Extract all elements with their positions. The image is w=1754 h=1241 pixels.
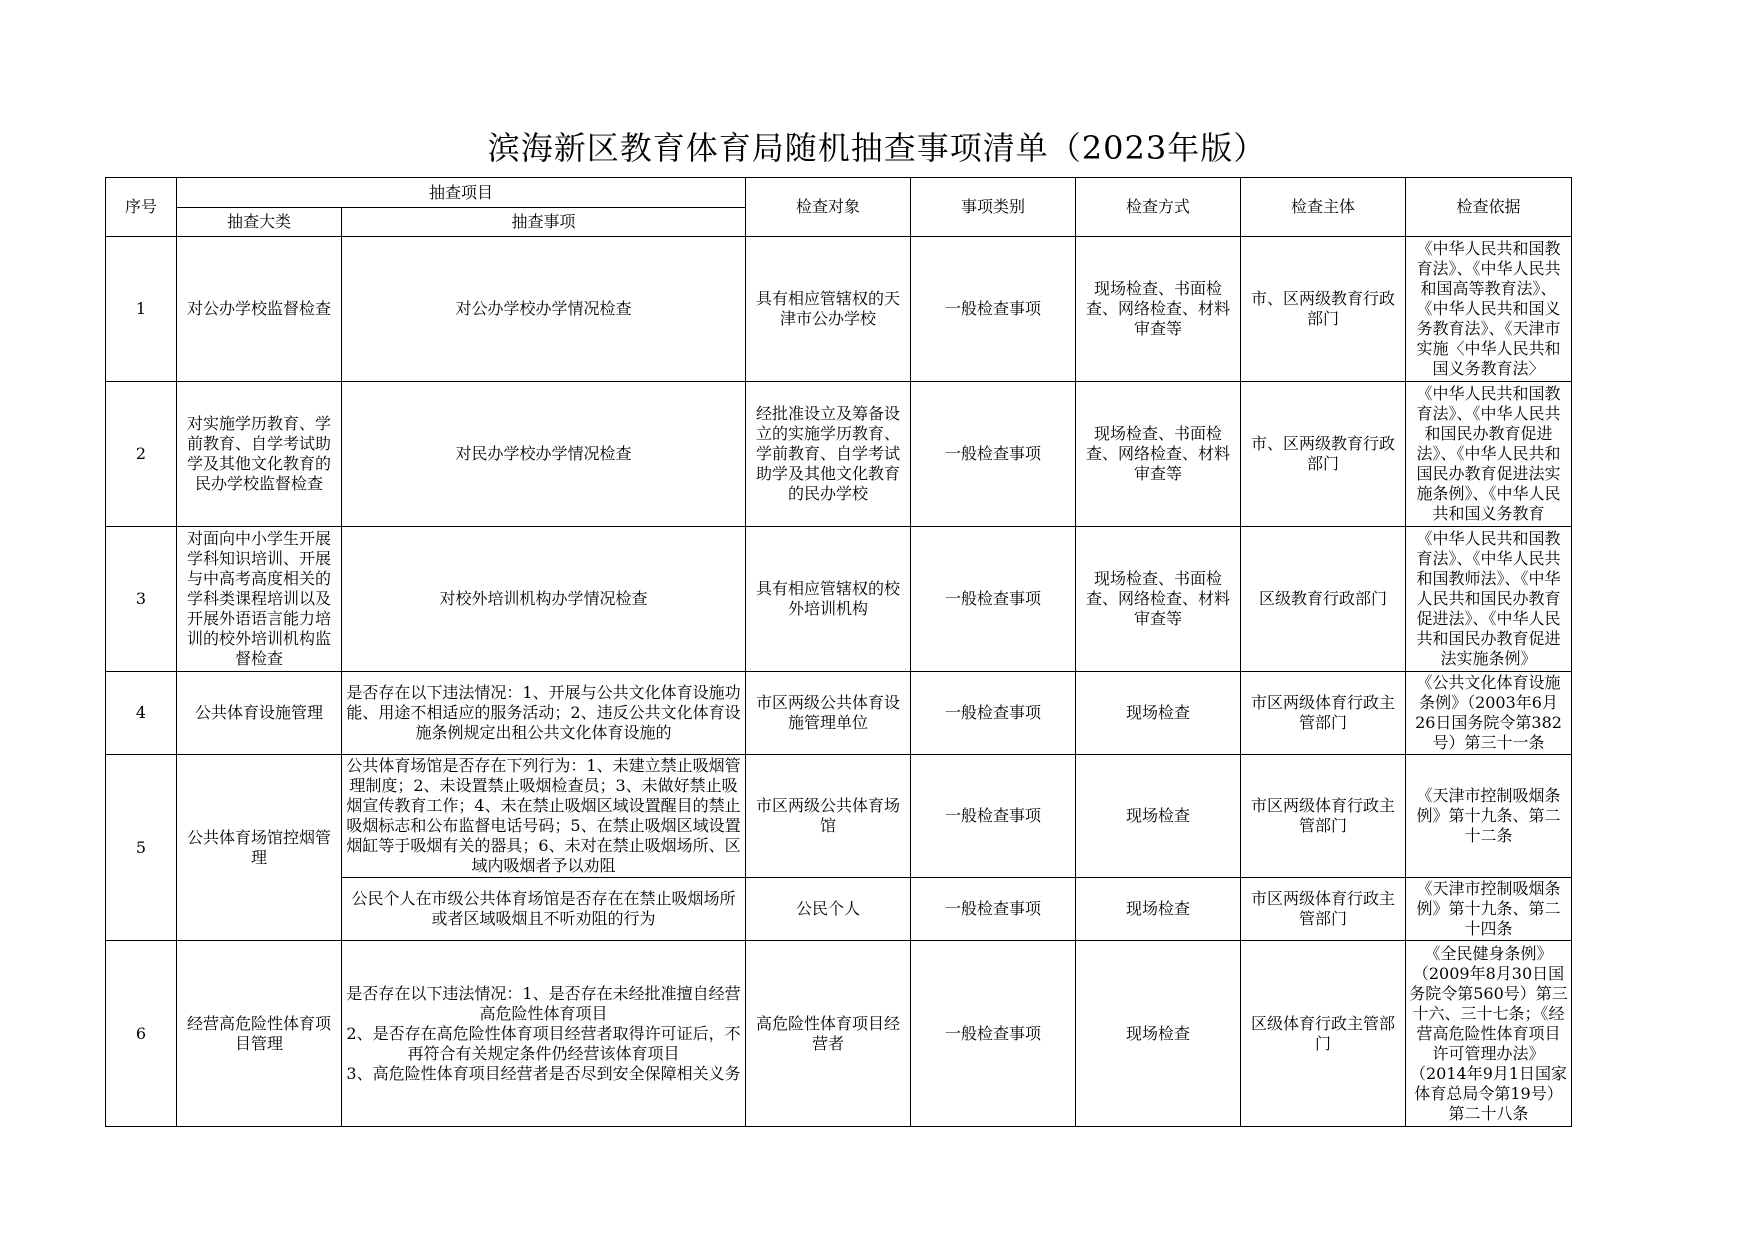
cell-category xyxy=(177,527,342,672)
cell-seq: 1 xyxy=(106,237,177,382)
table-row xyxy=(106,237,1572,382)
cell-method: 现场检查、书面检查、网络检查、材料审查等 xyxy=(1076,382,1241,527)
table-row xyxy=(106,755,1572,878)
cell-category: 公共体育场馆控烟管理 xyxy=(177,755,342,941)
cell-type: 一般检查事项 xyxy=(911,755,1076,878)
header-type: 事项类别 xyxy=(911,178,1076,237)
cell-method: 现场检查 xyxy=(1076,878,1241,941)
cell-type: 一般检查事项 xyxy=(911,672,1076,755)
cell-basis: 《天津市控制吸烟条例》第十九条、第二十二条 xyxy=(1406,755,1572,878)
header-target: 检查对象 xyxy=(746,178,911,237)
cell-target: 具有相应管辖权的天津市公办学校 xyxy=(746,237,911,382)
cell-type: 一般检查事项 xyxy=(911,941,1076,1127)
cell-item xyxy=(342,672,746,755)
cell-subject: 区级体育行政主管部门 xyxy=(1241,941,1406,1127)
header-project: 抽查项目 xyxy=(177,178,746,208)
cell-seq: 2 xyxy=(106,382,177,527)
cell-method: 现场检查 xyxy=(1076,941,1241,1127)
cell-method: 现场检查、书面检查、网络检查、材料审查等 xyxy=(1076,527,1241,672)
cell-item: 对公办学校办学情况检查 xyxy=(342,237,746,382)
cell-basis-text: 《全民健身条例》（2009年8月30日国务院令第560号）第三十六、三十七条；《经营高危险性体育项目许可管理办法》（2014年9月1日国家体育总局令第19号）第二十八条 xyxy=(1409,943,1568,1123)
cell-target: 经批准设立及筹备设立的实施学历教育、学前教育、自学考试助学及其他文化教育的民办学校 xyxy=(746,382,911,527)
item-line: 是否存在以下违法情况：1、是否存在未经批准擅自经营高危险性体育项目 xyxy=(346,983,741,1023)
cell-item: 对校外培训机构办学情况检查 xyxy=(342,527,746,672)
cell-category: 公共体育设施管理 xyxy=(177,672,342,755)
cell-basis xyxy=(1406,382,1572,527)
cell-target: 具有相应管辖权的校外培训机构 xyxy=(746,527,911,672)
header-method: 检查方式 xyxy=(1076,178,1241,237)
cell-category-text: 对面向中小学生开展学科知识培训、开展与中高考高度相关的学科类课程培训以及开展外语语言能力培训的校外培训机构监督检查 xyxy=(186,529,331,668)
cell-category: 对实施学历教育、学前教育、自学考试助学及其他文化教育的民办学校监督检查 xyxy=(177,382,342,527)
cell-item: 对民办学校办学情况检查 xyxy=(342,382,746,527)
cell-subject: 市区两级体育行政主管部门 xyxy=(1241,672,1406,755)
cell-basis xyxy=(1406,941,1572,1127)
table-row xyxy=(106,382,1572,527)
cell-seq: 5 xyxy=(106,755,177,941)
item-line: 3、高危险性体育项目经营者是否尽到安全保障相关义务 xyxy=(346,1063,741,1083)
header-seq: 序号 xyxy=(106,178,177,237)
cell-item xyxy=(342,941,746,1127)
inspection-table xyxy=(105,177,1572,1127)
cell-item-text: 公共体育场馆是否存在下列行为：1、未建立禁止吸烟管理制度；2、未设置禁止吸烟检查员；3、未做好禁止吸烟宣传教育工作；4、未在禁止吸烟区域设置醒目的禁止吸烟标志和公布监督电话号码；5、在禁止吸烟区域设置烟缸等于吸烟有关的器具；6、未对在禁止吸烟场所、区域内吸烟者予以劝阻 xyxy=(346,756,741,875)
cell-type: 一般检查事项 xyxy=(911,878,1076,941)
cell-subject: 市、区两级教育行政部门 xyxy=(1241,237,1406,382)
cell-target: 市区两级公共体育场馆 xyxy=(746,755,911,878)
page-title: 滨海新区教育体育局随机抽查事项清单（2023年版） xyxy=(487,129,1267,167)
cell-basis-text: 《中华人民共和国教育法》、《中华人民共和国高等教育法》、《中华人民共和国义务教育法》、《天津市实施〈中华人民共和国义务教育法〉 xyxy=(1416,239,1561,378)
cell-target: 高危险性体育项目经营者 xyxy=(746,941,911,1127)
table-row xyxy=(106,527,1572,672)
cell-basis xyxy=(1406,878,1572,941)
cell-item-text: 是否存在以下违法情况：1、开展与公共文化体育设施功能、用途不相适应的服务活动；2、违反公共文化体育设施条例规定出租公共文化体育设施的 xyxy=(346,683,741,742)
cell-basis xyxy=(1406,527,1572,672)
cell-basis-text: 《公共文化体育设施条例》（2003年6月26日国务院令第382号）第三十一条 xyxy=(1415,673,1562,752)
cell-method: 现场检查 xyxy=(1076,672,1241,755)
cell-subject: 市区两级体育行政主管部门 xyxy=(1241,878,1406,941)
cell-method: 现场检查、书面检查、网络检查、材料审查等 xyxy=(1076,237,1241,382)
cell-seq: 3 xyxy=(106,527,177,672)
item-line: 2、是否存在高危险性体育项目经营者取得许可证后，不再符合有关规定条件仍经营该体育项目 xyxy=(346,1023,741,1063)
cell-subject: 区级教育行政部门 xyxy=(1241,527,1406,672)
header-row-1 xyxy=(106,178,1572,208)
cell-basis-text: 《中华人民共和国教育法》、《中华人民共和国民办教育促进法》、《中华人民共和国民办教育促进法实施条例》、《中华人民共和国义务教育 xyxy=(1416,384,1561,523)
cell-basis xyxy=(1406,672,1572,755)
cell-type: 一般检查事项 xyxy=(911,237,1076,382)
cell-basis-text: 《天津市控制吸烟条例》第十九条、第二十四条 xyxy=(1416,879,1561,938)
cell-method: 现场检查 xyxy=(1076,755,1241,878)
header-category: 抽查大类 xyxy=(177,208,342,237)
table-row xyxy=(106,672,1572,755)
table-row xyxy=(106,941,1572,1127)
cell-target: 公民个人 xyxy=(746,878,911,941)
header-subject: 检查主体 xyxy=(1241,178,1406,237)
cell-target: 市区两级公共体育设施管理单位 xyxy=(746,672,911,755)
cell-type: 一般检查事项 xyxy=(911,382,1076,527)
cell-basis-text: 《中华人民共和国教育法》、《中华人民共和国教师法》、《中华人民共和国民办教育促进法》、《中华人民共和国民办教育促进法实施条例》 xyxy=(1416,529,1561,668)
header-basis: 检查依据 xyxy=(1406,178,1572,237)
cell-item: 公民个人在市级公共体育场馆是否存在在禁止吸烟场所或者区域吸烟且不听劝阻的行为 xyxy=(342,878,746,941)
cell-subject: 市区两级体育行政主管部门 xyxy=(1241,755,1406,878)
cell-seq: 6 xyxy=(106,941,177,1127)
cell-seq: 4 xyxy=(106,672,177,755)
cell-subject: 市、区两级教育行政部门 xyxy=(1241,382,1406,527)
cell-basis xyxy=(1406,237,1572,382)
cell-type: 一般检查事项 xyxy=(911,527,1076,672)
cell-item xyxy=(342,755,746,878)
cell-category: 对公办学校监督检查 xyxy=(177,237,342,382)
cell-category: 经营高危险性体育项目管理 xyxy=(177,941,342,1127)
header-item: 抽查事项 xyxy=(342,208,746,237)
